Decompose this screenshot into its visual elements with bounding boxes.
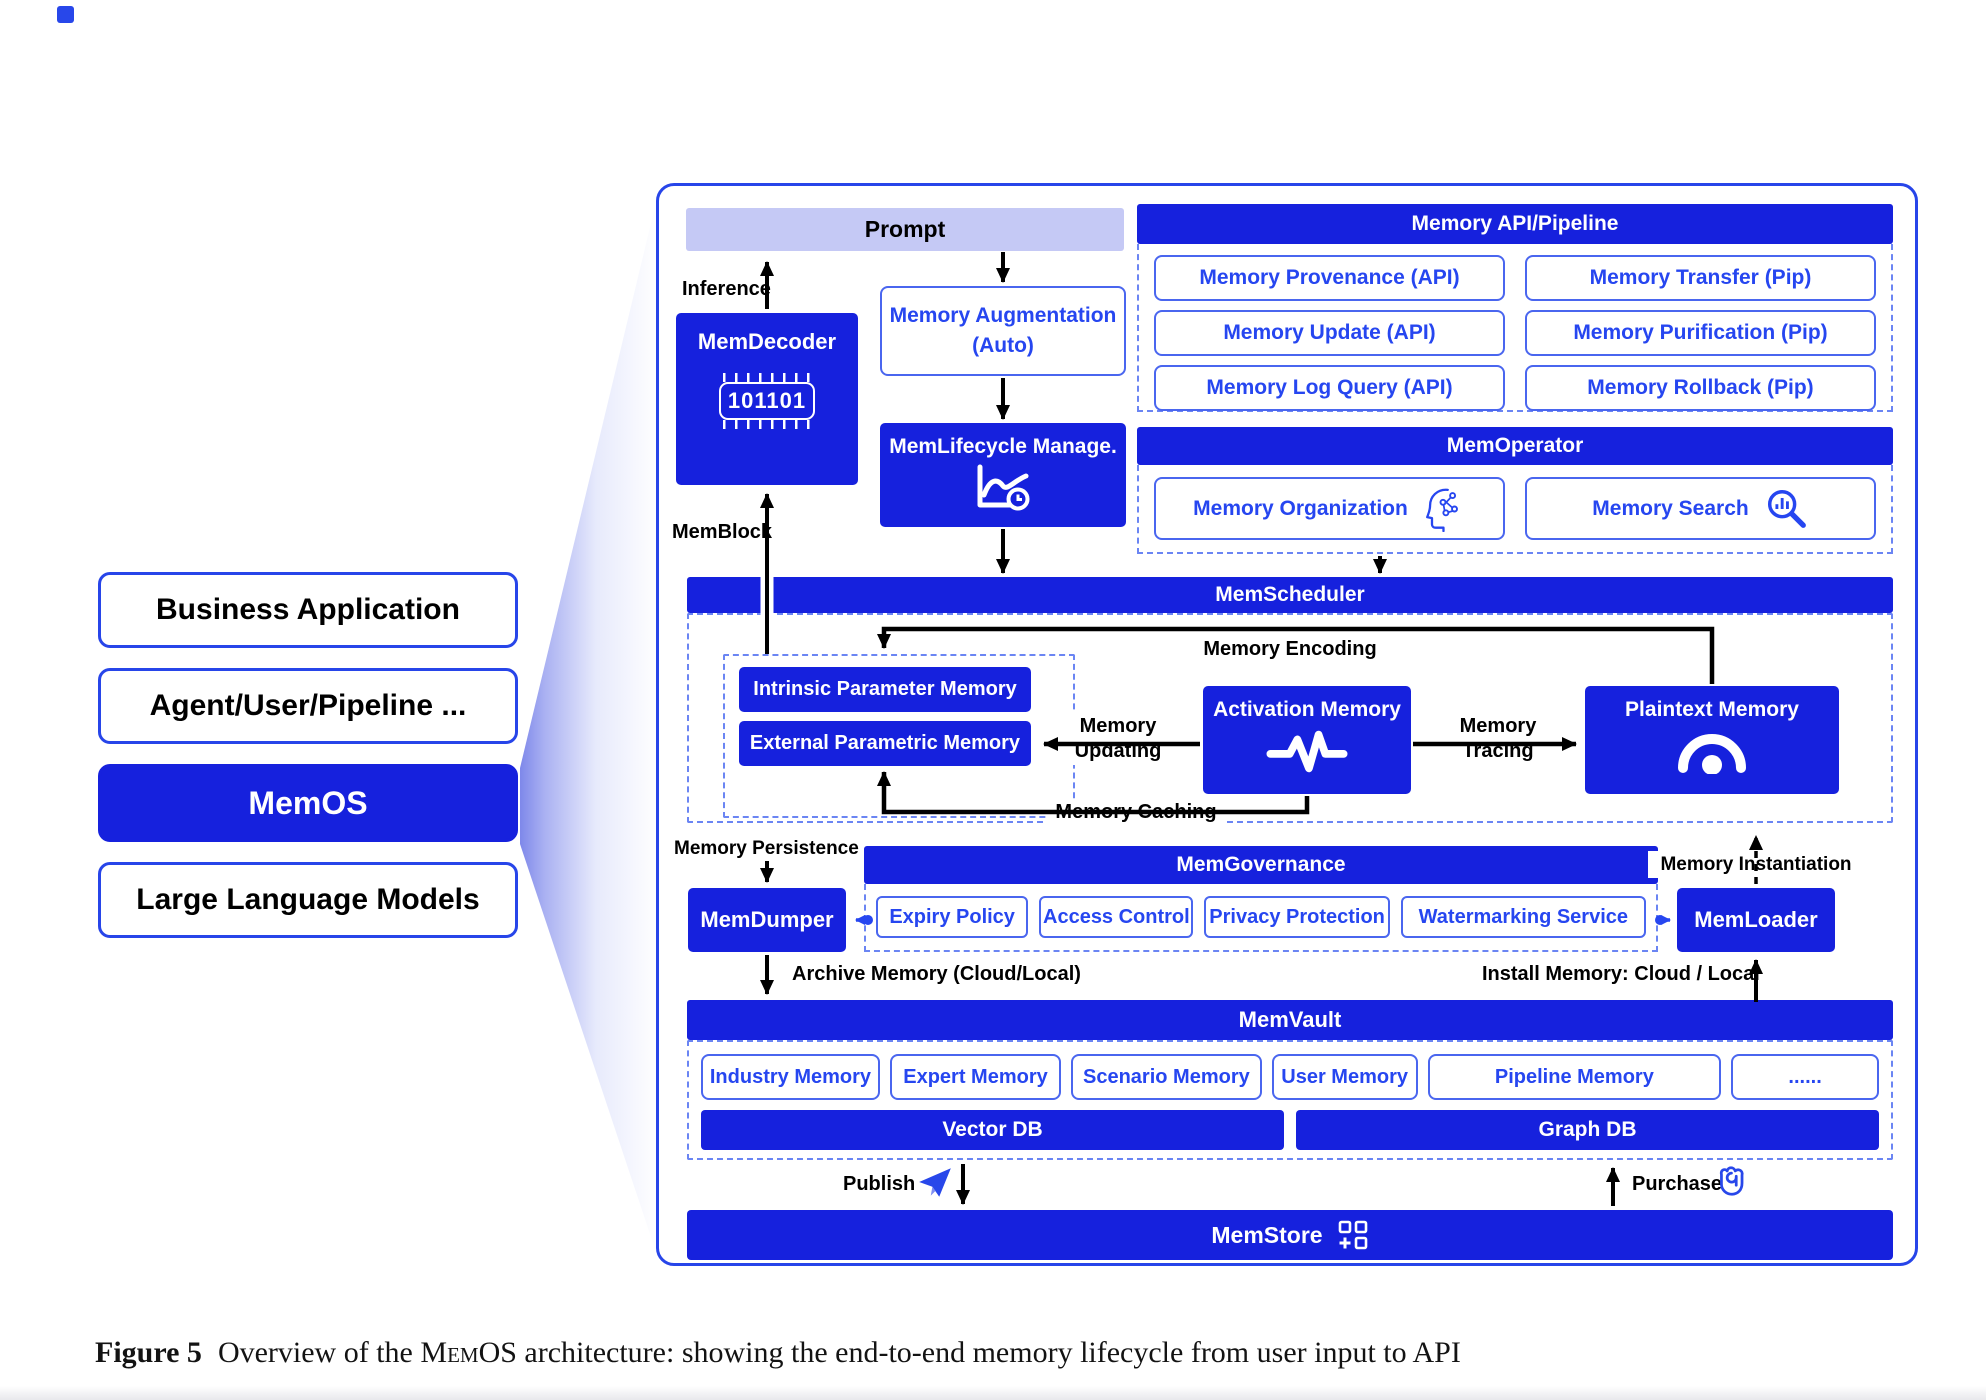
memlifecycle-title: MemLifecycle Manage.	[889, 435, 1117, 458]
memstore-bar	[687, 1210, 1893, 1260]
memory-persistence-label: Memory Persistence	[674, 838, 859, 859]
plaintext-memory-box	[1585, 686, 1839, 794]
external-parametric-memory-label: External Parametric Memory	[749, 732, 1021, 754]
intrinsic-parameter-memory-box	[739, 667, 1031, 712]
grid-plus-icon	[1337, 1219, 1369, 1251]
figure-caption-text: Overview of the	[217, 1336, 421, 1369]
grab-hand-icon	[1714, 1162, 1750, 1200]
api-item-label: Memory Log Query (API)	[1206, 376, 1453, 399]
governance-item-label: Watermarking Service	[1418, 905, 1629, 928]
watermarking-service-box	[1401, 896, 1646, 938]
publish-label: Publish	[843, 1173, 916, 1195]
memory-transfer-box	[1525, 255, 1876, 301]
graph-db-label: Graph DB	[1538, 1118, 1637, 1141]
memory-updating-line1: Memory	[1079, 715, 1157, 737]
page-bottom-edge	[0, 1386, 1986, 1400]
expert-memory-box	[890, 1054, 1061, 1100]
memory-search-label: Memory Search	[1592, 496, 1749, 520]
api-item-label: Memory Update (API)	[1223, 321, 1436, 344]
memory-updating-line2: Updating	[1074, 740, 1162, 762]
left-stack-label: Business Application	[156, 593, 460, 626]
memdecoder-title: MemDecoder	[697, 329, 837, 354]
inference-label: Inference	[682, 278, 771, 300]
memloader-label: MemLoader	[1694, 907, 1818, 932]
vault-item-label: Industry Memory	[709, 1065, 872, 1088]
vault-item-label: Expert Memory	[903, 1065, 1048, 1088]
purchase-label: Purchase	[1632, 1173, 1723, 1195]
privacy-protection-box	[1204, 896, 1389, 938]
external-parametric-memory-box	[739, 721, 1031, 766]
governance-item-label: Access Control	[1043, 905, 1190, 928]
memoperator-title: MemOperator	[1446, 434, 1584, 457]
pulse-waveform-icon	[1261, 724, 1353, 778]
memvault-items-row	[701, 1054, 1879, 1100]
chip-text: 101101	[727, 388, 807, 413]
graph-db-bar	[1296, 1110, 1879, 1150]
left-stack-label: Agent/User/Pipeline ...	[149, 689, 467, 722]
memory-caching-label: Memory Caching	[1046, 799, 1226, 826]
memory-tracing-line2: Tracing	[1462, 740, 1534, 762]
chart-clock-icon	[972, 463, 1034, 513]
left-stack-label: MemOS	[248, 784, 368, 821]
figure-caption-label: Figure 5	[95, 1336, 202, 1369]
chip-icon	[719, 373, 815, 429]
install-memory-label: Install Memory: Cloud / Local	[1482, 963, 1760, 985]
api-item-label: Memory Transfer (Pip)	[1589, 266, 1812, 289]
memgovernance-body	[864, 884, 1658, 952]
memdumper-box	[688, 888, 846, 952]
memoperator-group	[1137, 427, 1893, 554]
memgovernance-title: MemGovernance	[1176, 853, 1346, 876]
vault-item-label: ......	[1788, 1065, 1822, 1088]
memory-update-box	[1154, 310, 1505, 356]
figure-caption-brand: OS	[478, 1336, 517, 1369]
vault-item-label: Scenario Memory	[1083, 1065, 1250, 1088]
activation-memory-label: Activation Memory	[1213, 698, 1401, 721]
memvault-region	[687, 1040, 1893, 1160]
memory-encoding-label: Memory Encoding	[1203, 638, 1377, 660]
memgovernance-group	[864, 846, 1658, 952]
memory-augmentation-box	[880, 286, 1126, 376]
search-chart-icon	[1763, 486, 1809, 532]
memory-log-query-box	[1154, 365, 1505, 411]
prompt-label: Prompt	[864, 216, 946, 242]
user-memory-box	[1272, 1054, 1418, 1100]
memscheduler-title: MemScheduler	[1215, 583, 1365, 606]
memory-provenance-box	[1154, 255, 1505, 301]
memory-api-pipeline-group	[1137, 204, 1893, 412]
memory-augmentation-line2: (Auto)	[972, 334, 1034, 357]
prompt-bar	[686, 208, 1124, 251]
memgovernance-header	[864, 846, 1658, 884]
memory-api-pipeline-title: Memory API/Pipeline	[1411, 212, 1619, 235]
scenario-memory-box	[1071, 1054, 1262, 1100]
memory-tracing-line1: Memory	[1459, 715, 1537, 737]
industry-memory-box	[701, 1054, 880, 1100]
paper-plane-icon	[916, 1164, 954, 1202]
memdumper-label: MemDumper	[700, 907, 834, 932]
memory-api-pipeline-body	[1137, 244, 1893, 412]
vault-item-label: Pipeline Memory	[1494, 1065, 1654, 1088]
expiry-policy-box	[876, 896, 1028, 938]
figure-caption-brand: em	[447, 1336, 479, 1369]
figure-caption-brand: M	[420, 1336, 448, 1369]
governance-item-label: Expiry Policy	[889, 905, 1015, 928]
plaintext-memory-label: Plaintext Memory	[1625, 698, 1799, 721]
api-item-label: Memory Purification (Pip)	[1573, 321, 1828, 344]
api-item-label: Memory Rollback (Pip)	[1587, 376, 1814, 399]
gauge-icon	[1669, 724, 1755, 774]
memory-search-box	[1525, 477, 1876, 540]
memory-purification-box	[1525, 310, 1876, 356]
memvault-bar	[687, 1000, 1893, 1040]
intrinsic-parameter-memory-label: Intrinsic Parameter Memory	[753, 678, 1017, 700]
left-stack-label: Large Language Models	[136, 883, 480, 916]
memory-rollback-box	[1525, 365, 1876, 411]
more-memory-box	[1731, 1054, 1879, 1100]
memoperator-header	[1137, 427, 1893, 465]
memory-instantiation-label: Memory Instantiation	[1648, 851, 1864, 878]
memblock-label: MemBlock	[672, 521, 773, 543]
memloader-box	[1677, 888, 1835, 952]
vector-db-bar	[701, 1110, 1284, 1150]
memory-api-pipeline-header	[1137, 204, 1893, 244]
pipeline-memory-box	[1428, 1054, 1722, 1100]
memscheduler-bar	[687, 577, 1893, 613]
memstore-title: MemStore	[1211, 1221, 1323, 1248]
api-item-label: Memory Provenance (API)	[1199, 266, 1460, 289]
memory-organization-label: Memory Organization	[1193, 496, 1408, 520]
vault-item-label: User Memory	[1281, 1065, 1408, 1088]
memvault-db-row	[701, 1110, 1879, 1150]
memoperator-body	[1137, 465, 1893, 554]
vector-db-label: Vector DB	[942, 1118, 1043, 1141]
archive-memory-label: Archive Memory (Cloud/Local)	[792, 963, 1081, 985]
memdecoder-box	[676, 313, 858, 485]
memory-updating-label	[1052, 713, 1184, 765]
memvault-title: MemVault	[1238, 1007, 1342, 1032]
memory-tracing-label	[1432, 713, 1564, 765]
memory-augmentation-line1: Memory Augmentation	[889, 304, 1117, 327]
access-control-box	[1039, 896, 1193, 938]
governance-item-label: Privacy Protection	[1209, 905, 1385, 928]
head-network-icon	[1420, 486, 1466, 532]
memlifecycle-box	[880, 423, 1126, 527]
figure-caption-text: architecture: showing the end-to-end memory lifecycle from user input to API	[516, 1336, 1461, 1369]
activation-memory-box	[1203, 686, 1411, 794]
memory-organization-box	[1154, 477, 1505, 540]
